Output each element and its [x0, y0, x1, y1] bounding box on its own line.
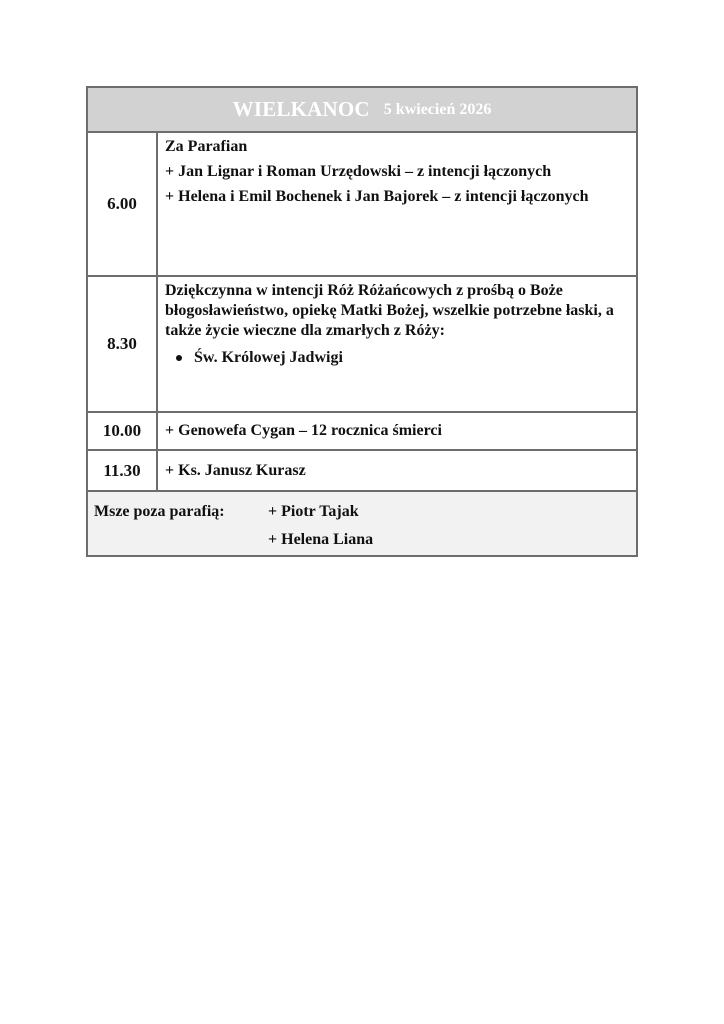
mass-intentions	[158, 133, 636, 275]
intention-text: + Helena i Emil Bochenek i Jan Bajorek – z intencji łączonych	[165, 188, 589, 205]
outside-entries	[268, 498, 373, 554]
mass-intentions	[158, 277, 636, 411]
list-item-label: Św. Królowej Jadwigi	[194, 349, 343, 366]
intention-text: Za Parafian	[165, 138, 248, 155]
intention-text: + Ks. Janusz Kurasz	[165, 461, 306, 479]
outside-label: Msze poza parafią:	[94, 503, 225, 520]
header-date: 5 kwiecień 2026	[383, 100, 492, 118]
intention-text: + Genowefa Cygan – 12 rocznica śmierci	[165, 422, 442, 439]
table-header	[88, 88, 636, 133]
outside-entry: + Piotr Tajak	[268, 503, 359, 520]
mass-intentions	[158, 413, 636, 449]
mass-time: 8.30	[88, 277, 158, 411]
mass-row-1000	[88, 413, 636, 451]
header-title: WIELKANOC	[232, 97, 370, 121]
mass-time: 11.30	[88, 451, 158, 490]
outside-parish-masses	[88, 492, 636, 555]
mass-intentions	[158, 451, 636, 490]
intention-text: + Jan Lignar i Roman Urzędowski – z intencji łączonych	[165, 163, 552, 180]
mass-time: 6.00	[88, 133, 158, 275]
rose-list	[165, 348, 630, 368]
mass-schedule-table	[86, 86, 638, 557]
mass-row-1130	[88, 451, 636, 492]
outside-entry: + Helena Liana	[268, 531, 374, 548]
list-item	[176, 348, 630, 368]
bullet-icon	[176, 355, 182, 361]
mass-row-0830	[88, 277, 636, 413]
mass-time: 10.00	[88, 413, 158, 449]
intention-text: Dziękczynna w intencji Róż Różańcowych z prośbą o Boże błogosławieństwo, opiekę Matki Bożej, wszelkie potrzebne łaski, a także życie wieczne dla zmarłych z Róży:	[165, 282, 614, 339]
mass-row-0600	[88, 133, 636, 277]
